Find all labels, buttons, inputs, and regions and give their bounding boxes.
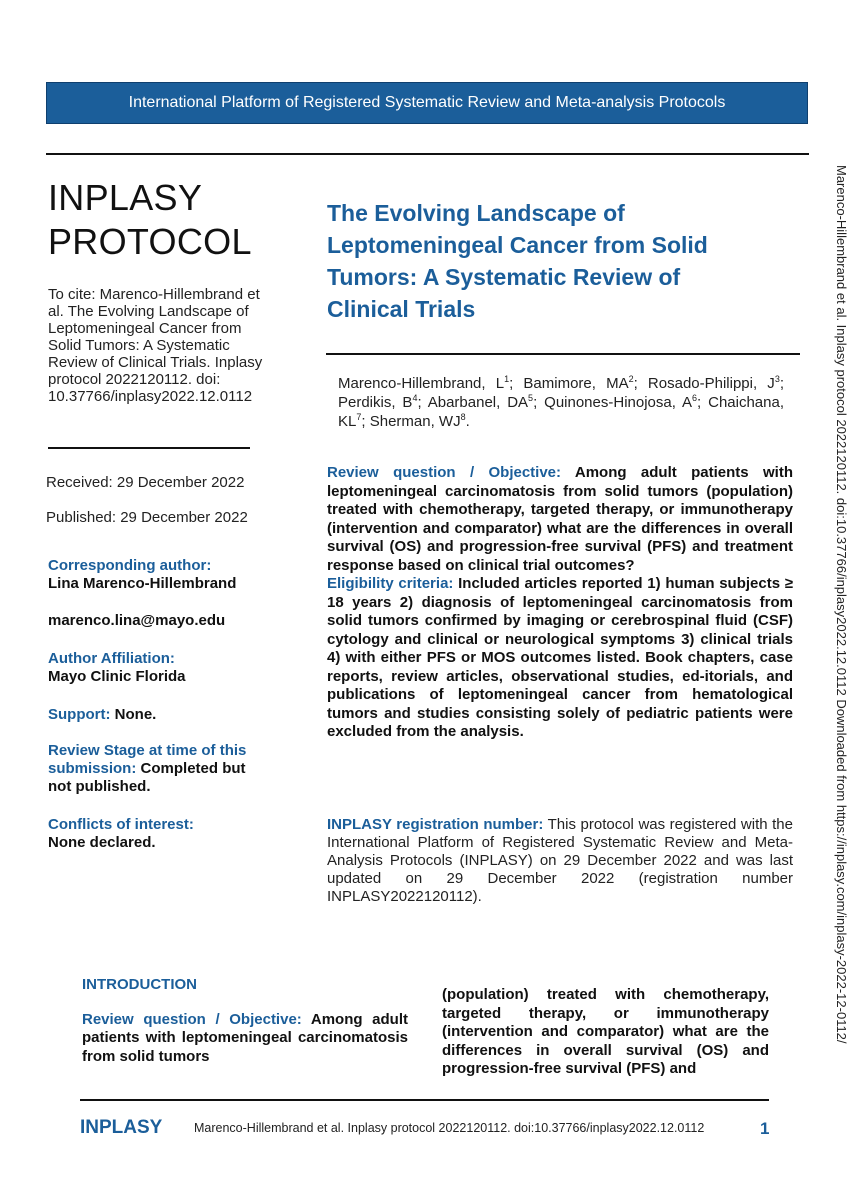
- footer-brand: INPLASY: [80, 1117, 163, 1138]
- page-number: 1: [760, 1119, 770, 1138]
- corresponding-name: Lina Marenco-Hillembrand: [48, 575, 237, 592]
- author-email[interactable]: marenco.lina@mayo.edu: [48, 612, 226, 629]
- author-separator: ;: [361, 413, 370, 430]
- footer-rule: [80, 1099, 769, 1101]
- review-stage-block: [48, 742, 263, 796]
- review-question-label: Review question / Objective:: [327, 464, 562, 481]
- protocol-line-1: INPLASY: [48, 177, 203, 218]
- author-affiliation-number: 8: [460, 412, 466, 422]
- eligibility-text: Included articles reported 1) human subjects ≥ 18 years 2) diagnosis of leptomeningeal carcinomatosis from solid tumors confirmed by imaging or cerebrospinal fluid (CSF) cytology and clinical or neurological symptoms 3) clinical trials 4) with either PFS or MOS outcomes listed. Book chapters, case reports, review articles, observational studies, ed-itorials, and publications of leptomeningeal cancer from hematological tumors and studies consisting solely of pediatric patients were excluded from the analysis.: [327, 575, 793, 740]
- author-separator: ;: [697, 394, 709, 411]
- support-block: [48, 706, 268, 724]
- author-name: Rosado-Philippi, J: [647, 375, 775, 392]
- protocol-heading: [48, 176, 252, 264]
- introduction-paragraph: [82, 1011, 408, 1067]
- author-separator: ;: [533, 394, 545, 411]
- introduction-column-2: (population) treated with chemotherapy, targeted therapy, or immunotherapy (intervention and comparator) what are the differences in overall survival (OS) and progression-free survival (PFS) and: [442, 986, 769, 1077]
- review-stage-value: Completed but not published.: [48, 760, 246, 795]
- support-label: Support:: [48, 706, 111, 723]
- author-separator: ;: [509, 375, 524, 392]
- registration-text: This protocol was registered with the International Platform of Registered Systematic Review and Meta-Analysis Protocols (INPLASY) on 29 December 2022 and was last updated on 29 December 2022 (registration number INPLASY2022120112).: [327, 816, 793, 905]
- author-list: [338, 374, 784, 431]
- author-name: Perdikis, B: [338, 394, 413, 411]
- platform-banner: International Platform of Registered Systematic Review and Meta-analysis Protocols: [46, 82, 808, 124]
- author-separator: ;: [417, 394, 428, 411]
- published-date: Published: 29 December 2022: [46, 509, 248, 526]
- support-value: None.: [114, 706, 157, 723]
- author-affiliation-number: 7: [356, 412, 362, 422]
- author-affiliation-number: 5: [528, 393, 534, 403]
- conflicts-value: None declared.: [48, 834, 156, 851]
- conflicts-block: [48, 816, 268, 852]
- corresponding-author-block: [48, 557, 268, 593]
- eligibility-label: Eligibility criteria:: [327, 575, 454, 592]
- author-affiliation-number: 3: [774, 374, 780, 384]
- title-rule: [326, 353, 800, 355]
- author-separator: ;: [779, 375, 784, 392]
- author-separator: ;: [633, 375, 648, 392]
- top-rule: [46, 153, 809, 155]
- affiliation-value: Mayo Clinic Florida: [48, 668, 186, 685]
- affiliation-label: Author Affiliation:: [48, 650, 175, 667]
- left-rule: [48, 447, 250, 449]
- author-separator: .: [465, 413, 470, 430]
- article-title: The Evolving Landscape of Leptomeningeal Cancer from Solid Tumors: A Systematic Review of Clinical Trials: [327, 200, 708, 322]
- abstract-block: [327, 464, 793, 742]
- review-question-text: Among adult patients with leptomeningeal carcinomatosis from solid tumors (population) treated with chemotherapy, targeted therapy, or immunotherapy (intervention and comparator) what are the differences in overall survival (OS) and progression-free survival (PFS) and treatment response based on clinical trial outcomes?: [327, 464, 793, 574]
- received-date: Received: 29 December 2022: [46, 474, 245, 491]
- corresponding-label: Corresponding author:: [48, 557, 212, 574]
- footer-citation: Marenco-Hillembrand et al. Inplasy protocol 2022120112. doi:10.37766/inplasy2022.12.0112: [194, 1121, 705, 1135]
- author-name: Abarbanel, DA: [427, 394, 529, 411]
- author-name: Bamimore, MA: [523, 375, 629, 392]
- download-side-note: Marenco-Hillembrand et al. Inplasy protocol 2022120112. doi:10.37766/inplasy2022.12.0112 Downloaded from https://inplasy.com/inplasy-2022-12-0112/: [834, 165, 849, 1044]
- author-affiliation-number: 4: [412, 393, 418, 403]
- registration-label: INPLASY registration number:: [327, 816, 544, 833]
- conflicts-label: Conflicts of interest:: [48, 816, 194, 833]
- affiliation-block: [48, 650, 268, 686]
- author-name: Chaichana, KL: [338, 394, 784, 430]
- author-name: Quinones-Hinojosa, A: [544, 394, 692, 411]
- introduction-column-1: [82, 976, 408, 1066]
- registration-block: [327, 816, 793, 906]
- introduction-heading: INTRODUCTION: [82, 976, 197, 993]
- citation-text: To cite: Marenco-Hillembrand et al. The Evolving Landscape of Leptomeningeal Cancer from Solid Tumors: A Systematic Review of Clinical Trials. Inplasy protocol 2022120112. doi: 10.37766/inplasy2022.12.0112: [48, 286, 263, 405]
- author-affiliation-number: 1: [504, 374, 510, 384]
- intro-col1-text: Among adult patients with leptomeningeal carcinomatosis from solid tumors: [82, 1010, 408, 1065]
- author-affiliation-number: 6: [692, 393, 698, 403]
- protocol-line-2: PROTOCOL: [48, 221, 252, 262]
- author-affiliation-number: 2: [628, 374, 634, 384]
- intro-review-question-label: Review question / Objective:: [82, 1010, 302, 1028]
- review-stage-label: Review Stage at time of this submission:: [48, 742, 247, 777]
- author-name: Sherman, WJ: [369, 413, 461, 430]
- author-name: Marenco-Hillembrand, L: [338, 375, 505, 392]
